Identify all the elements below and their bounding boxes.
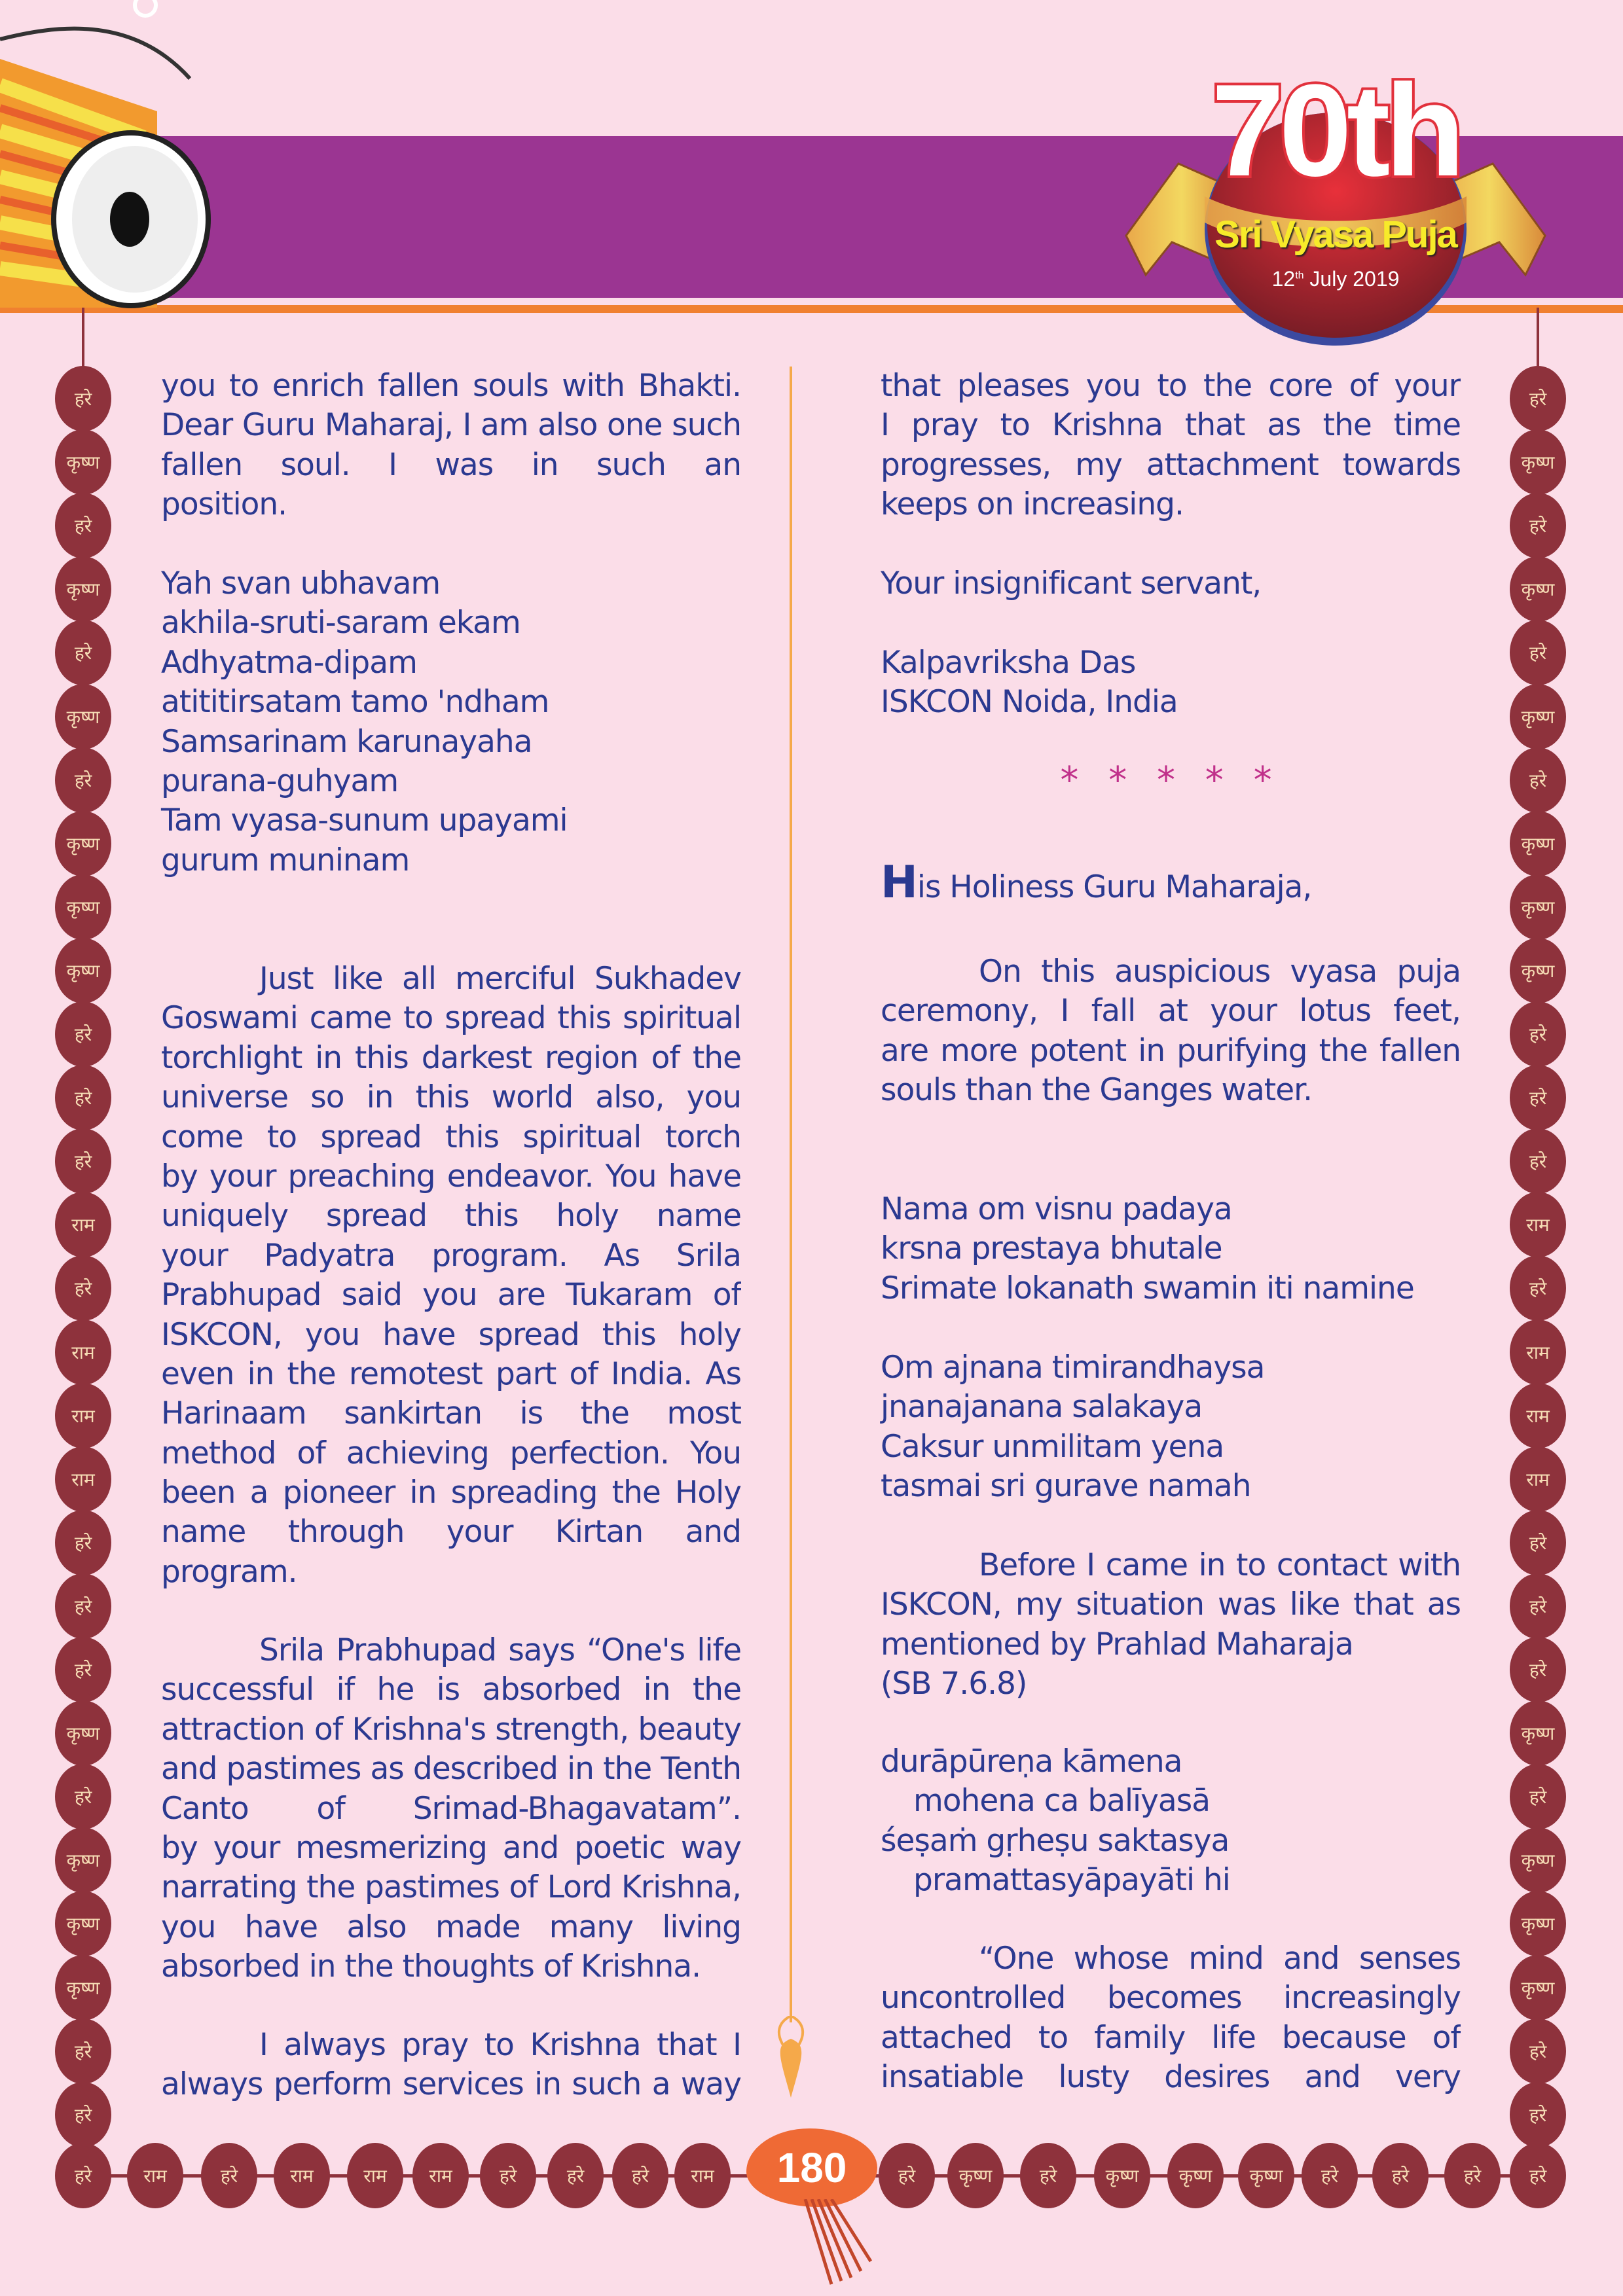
text-line: you to enrich fallen souls with Bhakti.: [161, 368, 741, 404]
mantra-bead: कृष्ण: [55, 1891, 111, 1956]
badge-month-year: July 2019: [1309, 267, 1400, 291]
text-line: Srimate lokanath swamin iti namine: [881, 1270, 1414, 1306]
text-line: Your insignificant servant,: [881, 565, 1262, 601]
mantra-bead: कृष्ण: [947, 2143, 1004, 2208]
text-line: (SB 7.6.8): [881, 1666, 1027, 1702]
text-line: attraction of Krishna's strength, beauty: [161, 1711, 741, 1748]
column-divider: [790, 367, 792, 2022]
mantra-bead: राम: [1510, 1383, 1566, 1448]
text-line: that pleases you to the core of your: [881, 368, 1461, 404]
mantra-bead: कृष्ण: [55, 556, 111, 622]
mantra-bead: हरे: [1510, 2018, 1566, 2084]
paragraph: [881, 952, 1461, 1111]
text-line: keeps on increasing.: [881, 486, 1184, 523]
mantra-bead: हरे: [55, 366, 111, 431]
mantra-bead: हरे: [55, 1637, 111, 1702]
text-line: Yah svan ubhavam: [161, 565, 441, 601]
text-line: jnanajanana salakaya: [881, 1389, 1203, 1426]
text-line: universe so in this world also, you: [161, 1079, 741, 1116]
badge-ordinal: 70th: [1211, 58, 1460, 204]
mantra-bead: हरे: [55, 2018, 111, 2084]
mantra-bead: राम: [127, 2143, 183, 2208]
text-line: are more potent in purifying the fallen: [881, 1032, 1461, 1069]
mantra-bead: हरे: [1510, 1573, 1566, 1639]
mantra-bead: हरे: [547, 2143, 604, 2208]
mantra-bead: कृष्ण: [1510, 1700, 1566, 1766]
text-line: Caksur unmilitam yena: [881, 1428, 1224, 1465]
mantra-bead: कृष्ण: [55, 429, 111, 495]
mantra-bead: हरे: [55, 620, 111, 685]
text-line: mentioned by Prahlad Maharaja: [881, 1626, 1353, 1662]
text-line: Tam vyasa-sunum upayami: [161, 802, 568, 839]
text-line: Canto of Srimad-Bhagavatam”.: [161, 1790, 741, 1827]
mantra-bead: कृष्ण: [55, 1700, 111, 1766]
mantra-bead: हरे: [1510, 1510, 1566, 1575]
text-line: Just like all merciful Sukhadev: [259, 961, 741, 997]
verse-block: [881, 1190, 1461, 1308]
mantra-bead: हरे: [1510, 1065, 1566, 1130]
text-line: progresses, my attachment towards: [881, 446, 1461, 483]
paragraph: [161, 960, 741, 1592]
text-line: ISKCON Noida, India: [881, 684, 1178, 721]
text-line: Nama om visnu padaya: [881, 1191, 1232, 1227]
text-line: pramattasyāpayāti hi: [913, 1862, 1230, 1899]
mantra-bead: कृष्ण: [1510, 556, 1566, 622]
text-line: Before I came in to contact with: [979, 1547, 1461, 1583]
paragraph: [881, 1546, 1461, 1704]
mantra-bead: राम: [347, 2143, 403, 2208]
tassel-icon: [792, 2199, 877, 2291]
mantra-bead: कृष्ण: [55, 874, 111, 940]
mantra-bead: कृष्ण: [1094, 2143, 1150, 2208]
text-line: even in the remotest part of India. As: [161, 1355, 741, 1392]
mantra-bead: हरे: [1020, 2143, 1076, 2208]
mantra-bead: राम: [55, 1383, 111, 1448]
badge-day: 12: [1271, 267, 1296, 291]
badge-date: [1106, 267, 1565, 291]
text-line: Harinaam sankirtan is the most: [161, 1395, 741, 1432]
text-line: Dear Guru Maharaj, I am also one such: [161, 407, 741, 444]
text-line: tasmai sri gurave namah: [881, 1468, 1251, 1505]
mantra-bead: राम: [274, 2143, 330, 2208]
mantra-bead: कृष्ण: [1510, 429, 1566, 495]
mantra-bead: हरे: [1510, 1001, 1566, 1067]
mantra-bead: राम: [412, 2143, 469, 2208]
mantra-bead: राम: [55, 1192, 111, 1257]
salutation: [881, 857, 1461, 908]
text-line: ceremony, I fall at your lotus feet,: [881, 993, 1461, 1030]
text-line: ISKCON, you have spread this holy: [161, 1316, 741, 1353]
text-line: and pastimes as described in the Tenth: [161, 1751, 741, 1787]
mantra-bead: कृष्ण: [1510, 684, 1566, 749]
text-line: [881, 857, 1461, 908]
text-line: come to spread this spiritual torch: [161, 1119, 741, 1155]
mantra-bead: हरे: [55, 1573, 111, 1639]
mantra-bead: कृष्ण: [55, 1955, 111, 2020]
mridanga-drum-icon: [0, 0, 262, 327]
text-line: method of achieving perfection. You: [161, 1435, 741, 1471]
text-line: atititirsatam tamo 'ndham: [161, 684, 549, 721]
text-line: your Padyatra program. As Srila: [161, 1237, 741, 1274]
verse-block: [881, 643, 1461, 723]
text-line: fallen soul. I was in such an: [161, 446, 741, 483]
paragraph: [161, 367, 741, 525]
text-line: Goswami came to spread this spiritual: [161, 1000, 741, 1037]
mantra-bead: हरे: [1510, 366, 1566, 431]
page-number: 180: [746, 2128, 877, 2207]
mantra-bead: हरे: [1510, 493, 1566, 558]
mantra-bead: हरे: [55, 1065, 111, 1130]
text-line: akhila-sruti-saram ekam: [161, 605, 520, 641]
drop-initial: H: [881, 857, 917, 908]
badge-day-suffix: th: [1295, 270, 1304, 281]
mantra-bead: राम: [1510, 1319, 1566, 1385]
mantra-bead: कृष्ण: [55, 811, 111, 876]
text-line: absorbed in the thoughts of Krishna.: [161, 1948, 701, 1985]
text-line: always perform services in such a way: [161, 2066, 741, 2103]
mantra-bead: हरे: [55, 1255, 111, 1321]
verse-block: [881, 1742, 1461, 1901]
mantra-bead: हरे: [201, 2143, 257, 2208]
text-line: by your preaching endeavor. You have: [161, 1158, 741, 1194]
mantra-bead: हरे: [1510, 1128, 1566, 1194]
mantra-bead: कृष्ण: [1238, 2143, 1294, 2208]
text-line: name through your Kirtan and: [161, 1514, 741, 1551]
verse-block: [161, 564, 741, 880]
vyasa-puja-badge: [1106, 58, 1565, 353]
section-separator: * * * * *: [1060, 759, 1281, 802]
mantra-bead: कृष्ण: [1510, 1955, 1566, 2020]
mantra-bead: हरे: [1510, 2082, 1566, 2147]
paragraph: [161, 2026, 741, 2105]
mantra-bead: हरे: [480, 2143, 536, 2208]
mantra-bead: हरे: [1510, 620, 1566, 685]
mantra-bead: राम: [55, 1319, 111, 1385]
text-line: position.: [161, 486, 287, 523]
mantra-bead: कृष्ण: [1167, 2143, 1224, 2208]
text-line: souls than the Ganges water.: [881, 1072, 1313, 1109]
text-line: Adhyatma-dipam: [161, 644, 417, 681]
text-line: purana-guhyam: [161, 762, 399, 799]
badge-title: Sri Vyasa Puja: [1214, 213, 1457, 256]
mantra-bead: राम: [1510, 1446, 1566, 1512]
text-line: been a pioneer in spreading the Holy: [161, 1475, 741, 1511]
text-line: On this auspicious vyasa puja: [979, 954, 1461, 990]
mantra-bead: हरे: [55, 1510, 111, 1575]
text-line: uncontrolled becomes increasingly: [881, 1980, 1461, 2017]
mantra-bead: हरे: [1510, 1255, 1566, 1321]
text-line: insatiable lusty desires and very: [881, 2059, 1461, 2096]
text-line: Srila Prabhupad says “One's life: [259, 1632, 741, 1668]
mantra-bead: हरे: [1444, 2143, 1501, 2208]
text-line: I always pray to Krishna that I: [259, 2027, 741, 2063]
text-line: mohena ca balīyasā: [913, 1783, 1211, 1820]
text-line: “One whose mind and senses: [979, 1941, 1461, 1977]
text-line: program.: [161, 1553, 297, 1590]
mantra-bead: हरे: [55, 2143, 111, 2208]
mantra-bead: हरे: [1372, 2143, 1429, 2208]
mantra-bead: हरे: [1510, 2143, 1566, 2208]
mantra-bead: कृष्ण: [1510, 1891, 1566, 1956]
mantra-bead: हरे: [1510, 1637, 1566, 1702]
text-line: by your mesmerizing and poetic way: [161, 1829, 741, 1866]
text-line: Samsarinam karunayaha: [161, 723, 532, 760]
mantra-bead: हरे: [55, 1001, 111, 1067]
mantra-bead: हरे: [55, 493, 111, 558]
mantra-bead: हरे: [55, 747, 111, 813]
text-line: durāpūreṇa kāmena: [881, 1744, 1182, 1780]
text-line: successful if he is absorbed in the: [161, 1672, 741, 1708]
text-line: torchlight in this darkest region of the: [161, 1039, 741, 1076]
mantra-bead: राम: [674, 2143, 731, 2208]
text-line: Kalpavriksha Das: [881, 645, 1136, 681]
mantra-bead: हरे: [55, 2082, 111, 2147]
mantra-bead: हरे: [55, 1764, 111, 1829]
mantra-bead: हरे: [879, 2143, 935, 2208]
mantra-bead: कृष्ण: [1510, 874, 1566, 940]
paragraph: [881, 367, 1461, 525]
paragraph: [881, 1939, 1461, 2098]
mantra-bead: हरे: [612, 2143, 668, 2208]
mantra-bead: कृष्ण: [55, 1827, 111, 1893]
text-line: narrating the pastimes of Lord Krishna,: [161, 1869, 741, 1906]
text-line: you have also made many living: [161, 1909, 741, 1945]
paragraph: [161, 1631, 741, 1987]
mantra-bead: हरे: [55, 1128, 111, 1194]
text-line: uniquely spread this holy name: [161, 1198, 741, 1234]
text-line: I pray to Krishna that as the time: [881, 407, 1461, 444]
mantra-bead: हरे: [1510, 747, 1566, 813]
text-line: ISKCON, my situation was like that as: [881, 1587, 1461, 1623]
drop-ornament-icon: [771, 2016, 811, 2101]
text-line: attached to family life because of: [881, 2019, 1461, 2056]
text-line: krsna prestaya bhutale: [881, 1230, 1222, 1267]
mantra-bead: हरे: [1302, 2143, 1358, 2208]
salutation-text: is Holiness Guru Maharaja,: [917, 869, 1312, 905]
verse-block: [881, 1348, 1461, 1507]
mantra-bead: कृष्ण: [1510, 1827, 1566, 1893]
text-line: gurum muninam: [161, 842, 410, 878]
text-line: Prabhupad said you are Tukaram of: [161, 1277, 741, 1314]
verse-block: [881, 564, 1461, 603]
mantra-bead: हरे: [1510, 1764, 1566, 1829]
mantra-bead: कृष्ण: [55, 684, 111, 749]
text-line: śeṣaṁ gṛheṣu saktasya: [881, 1822, 1230, 1859]
mantra-bead: राम: [55, 1446, 111, 1512]
mantra-bead: कृष्ण: [1510, 938, 1566, 1003]
mantra-bead: कृष्ण: [55, 938, 111, 1003]
mantra-bead: राम: [1510, 1192, 1566, 1257]
mantra-bead: कृष्ण: [1510, 811, 1566, 876]
text-line: Om ajnana timirandhaysa: [881, 1350, 1265, 1386]
